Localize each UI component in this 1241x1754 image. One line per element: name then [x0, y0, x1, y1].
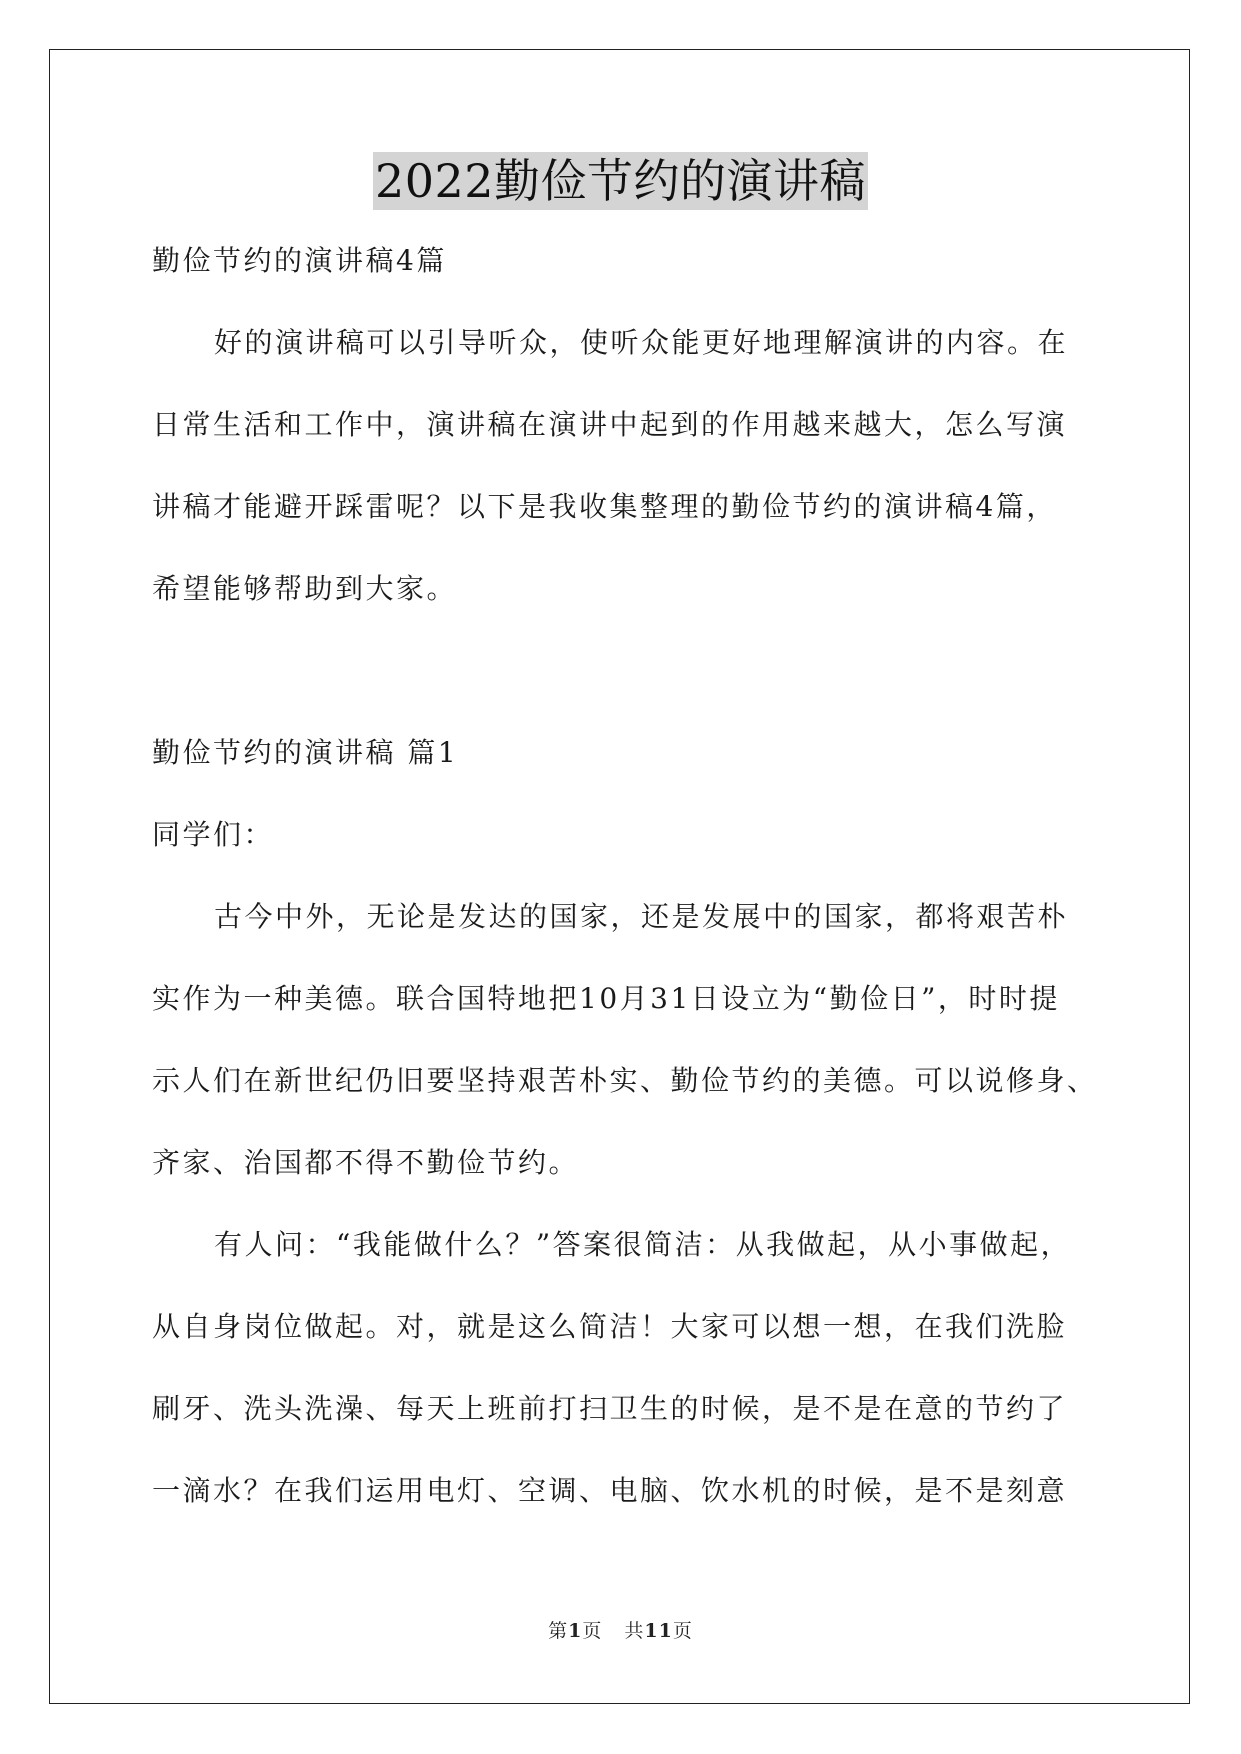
text-line: 同学们：	[152, 818, 275, 851]
text-line: 有人问：“我能做什么？”答案很简洁：从我做起，从小事做起，	[214, 1228, 1072, 1261]
text-line: 讲稿才能避开踩雷呢？以下是我收集整理的勤俭节约的演讲稿4篇，	[152, 490, 1057, 523]
blank-line	[152, 642, 1098, 724]
text-line: 一滴水？在我们运用电灯、空调、电脑、饮水机的时候，是不是刻意	[152, 1474, 1068, 1507]
total-pages: 11	[644, 1620, 673, 1642]
page-footer	[0, 1616, 1241, 1643]
page-label-suffix: 页	[582, 1620, 603, 1642]
document-title: 2022勤俭节约的演讲稿	[374, 154, 867, 208]
document-body	[152, 232, 1098, 1544]
page-number: 1	[568, 1620, 583, 1642]
text-line: 刷牙、洗头洗澡、每天上班前打扫卫生的时候，是不是在意的节约了	[152, 1392, 1068, 1425]
text-line: 齐家、治国都不得不勤俭节约。	[152, 1146, 580, 1179]
text-line: 勤俭节约的演讲稿 篇1	[152, 736, 459, 769]
text-line: 从自身岗位做起。对，就是这么简洁！大家可以想一想，在我们洗脸	[152, 1310, 1068, 1343]
text-line: 日常生活和工作中，演讲稿在演讲中起到的作用越来越大，怎么写演	[152, 408, 1068, 441]
text-line: 古今中外，无论是发达的国家，还是发展中的国家，都将艰苦朴	[214, 900, 1069, 933]
text-line: 好的演讲稿可以引导听众，使听众能更好地理解演讲的内容。在	[214, 326, 1069, 359]
total-label-suffix: 页	[672, 1620, 693, 1642]
text-line: 实作为一种美德。联合国特地把10月31日设立为“勤俭日”，时时提	[152, 982, 1060, 1015]
text-line: 示人们在新世纪仍旧要坚持艰苦朴实、勤俭节约的美德。可以说修身、	[152, 1064, 1098, 1097]
text-line: 希望能够帮助到大家。	[152, 572, 458, 605]
title-container	[0, 152, 1241, 210]
page-label-prefix: 第	[548, 1620, 569, 1642]
text-line: 勤俭节约的演讲稿4篇	[152, 244, 447, 277]
total-label-prefix: 共	[624, 1620, 645, 1642]
